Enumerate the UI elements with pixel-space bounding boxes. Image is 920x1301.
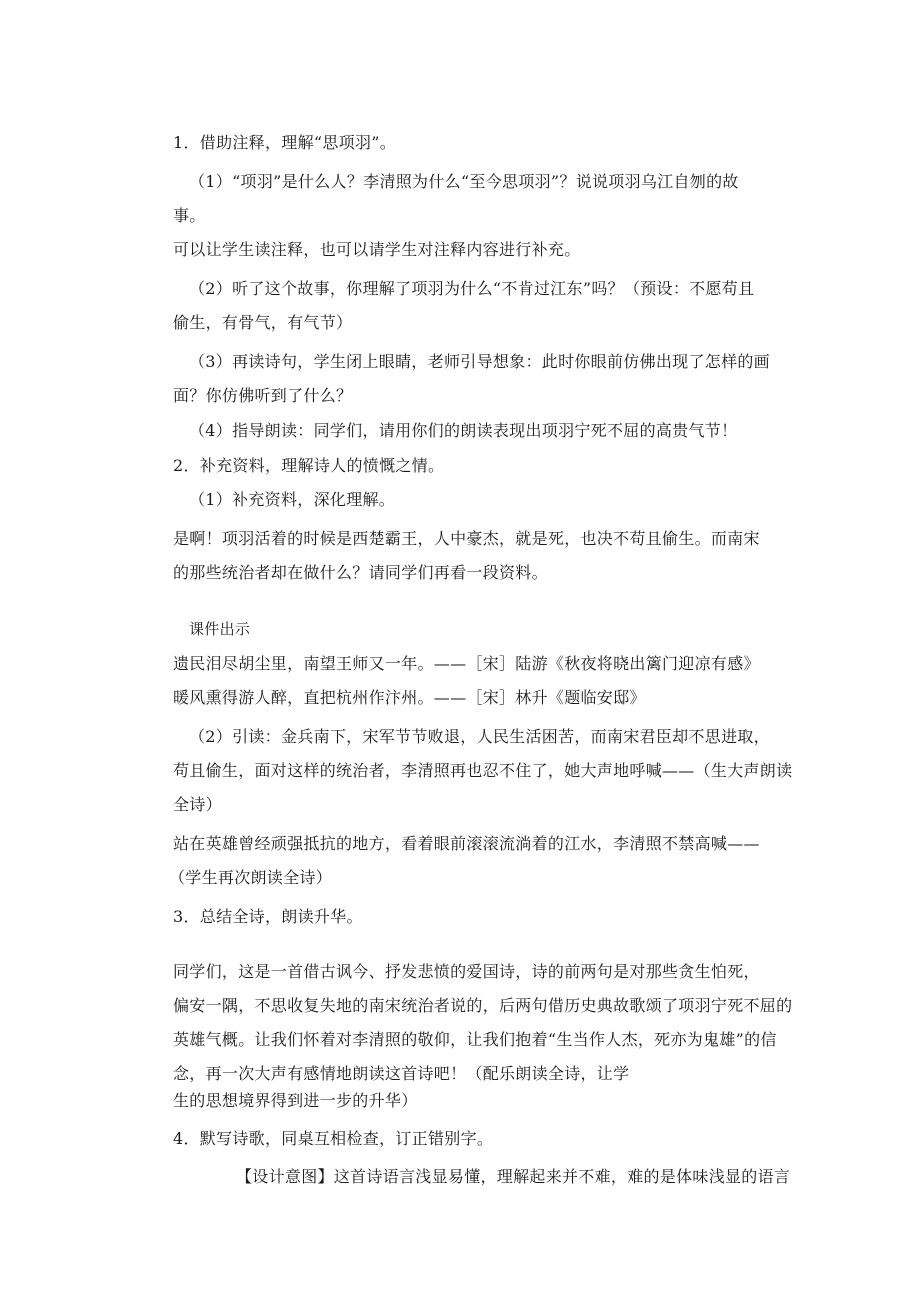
paragraph-3-1-line5: 生的思想境界得到进一步的升华） [173, 1091, 418, 1110]
design-intent: 【设计意图】这首诗语言浅显易懂，理解起来并不难，难的是体味浅显的语言 [236, 1167, 791, 1186]
section-4-heading: 4．默写诗歌，同桌互相检查，订正错别字。 [173, 1129, 494, 1148]
paragraph-2-2: 站在英雄曾经顽强抵抗的地方，看着眼前滚滚流淌着的江水，李清照不禁高喊—— [173, 834, 760, 853]
question-1-3-cont: 面？你仿佛听到了什么？ [173, 386, 353, 405]
paragraph-3-1-line2: 偏安一隅，不思收复失地的南宋统治者说的，后两句借历史典故歌颂了项羽宁死不屈的 [173, 996, 793, 1015]
paragraph-2-2-cont: （学生再次朗读全诗） [169, 868, 333, 887]
question-1-2-cont: 偷生，有骨气，有气节） [173, 313, 353, 332]
question-1-3: （3）再读诗句，学生闭上眼睛，老师引导想象：此时你眼前仿佛出现了怎样的画 [189, 352, 770, 371]
paragraph-2-1-cont: 的那些统治者却在做什么？请同学们再看一段资料。 [173, 563, 548, 582]
question-2-1: （1）补充资料，深化理解。 [189, 490, 396, 509]
paragraph-3-1-line3: 英雄气概。让我们怀着对李清照的敬仰，让我们抱着“生当作人杰，死亦为鬼雄”的信 [173, 1030, 777, 1049]
paragraph-3-1: 同学们，这是一首借古讽今、抒发悲愤的爱国诗，诗的前两句是对那些贪生怕死， [173, 962, 760, 981]
question-2-2-cont: 苟且偷生，面对这样的统治者，李清照再也忍不住了，她大声地呼喊——（生大声朗读 [173, 761, 793, 780]
question-1-2: （2）听了这个故事，你理解了项羽为什么“不肯过江东”吗？（预设：不愿苟且 [189, 279, 755, 298]
question-1-1-cont: 事。 [173, 206, 206, 225]
quote-lin-sheng: 暖风熏得游人醉，直把杭州作汴州。——［宋］林升《题临安邸》 [173, 688, 646, 707]
note-paragraph: 可以让学生读注释，也可以请学生对注释内容进行补充。 [173, 240, 581, 259]
section-1-heading: 1．借助注释，理解“思项羽”。 [173, 133, 397, 152]
slide-label: 课件出示 [189, 620, 251, 638]
paragraph-2-1: 是啊！项羽活着的时候是西楚霸王，人中豪杰，就是死，也决不苟且偷生。而南宋 [173, 529, 760, 548]
question-2-2-end: 全诗） [173, 795, 222, 814]
question-1-4: （4）指导朗读：同学们，请用你们的朗读表现出项羽宁死不屈的高贵气节！ [189, 421, 738, 440]
section-2-heading: 2．补充资料，理解诗人的愤慨之情。 [173, 456, 445, 475]
question-2-2: （2）引读：金兵南下，宋军节节败退，人民生活困苦，而南宋君臣却不思进取， [189, 727, 770, 746]
section-3-heading: 3．总结全诗，朗读升华。 [173, 907, 363, 926]
quote-lu-you: 遗民泪尽胡尘里，南望王师又一年。——［宋］陆游《秋夜将晓出篱门迎凉有感》 [173, 654, 760, 673]
question-1-1: （1）“项羽”是什么人？李清照为什么“至今思项羽”？说说项羽乌江自刎的故 [189, 172, 739, 191]
paragraph-3-1-line4: 念，再一次大声有感情地朗读这首诗吧！（配乐朗读全诗，让学 [173, 1064, 630, 1083]
